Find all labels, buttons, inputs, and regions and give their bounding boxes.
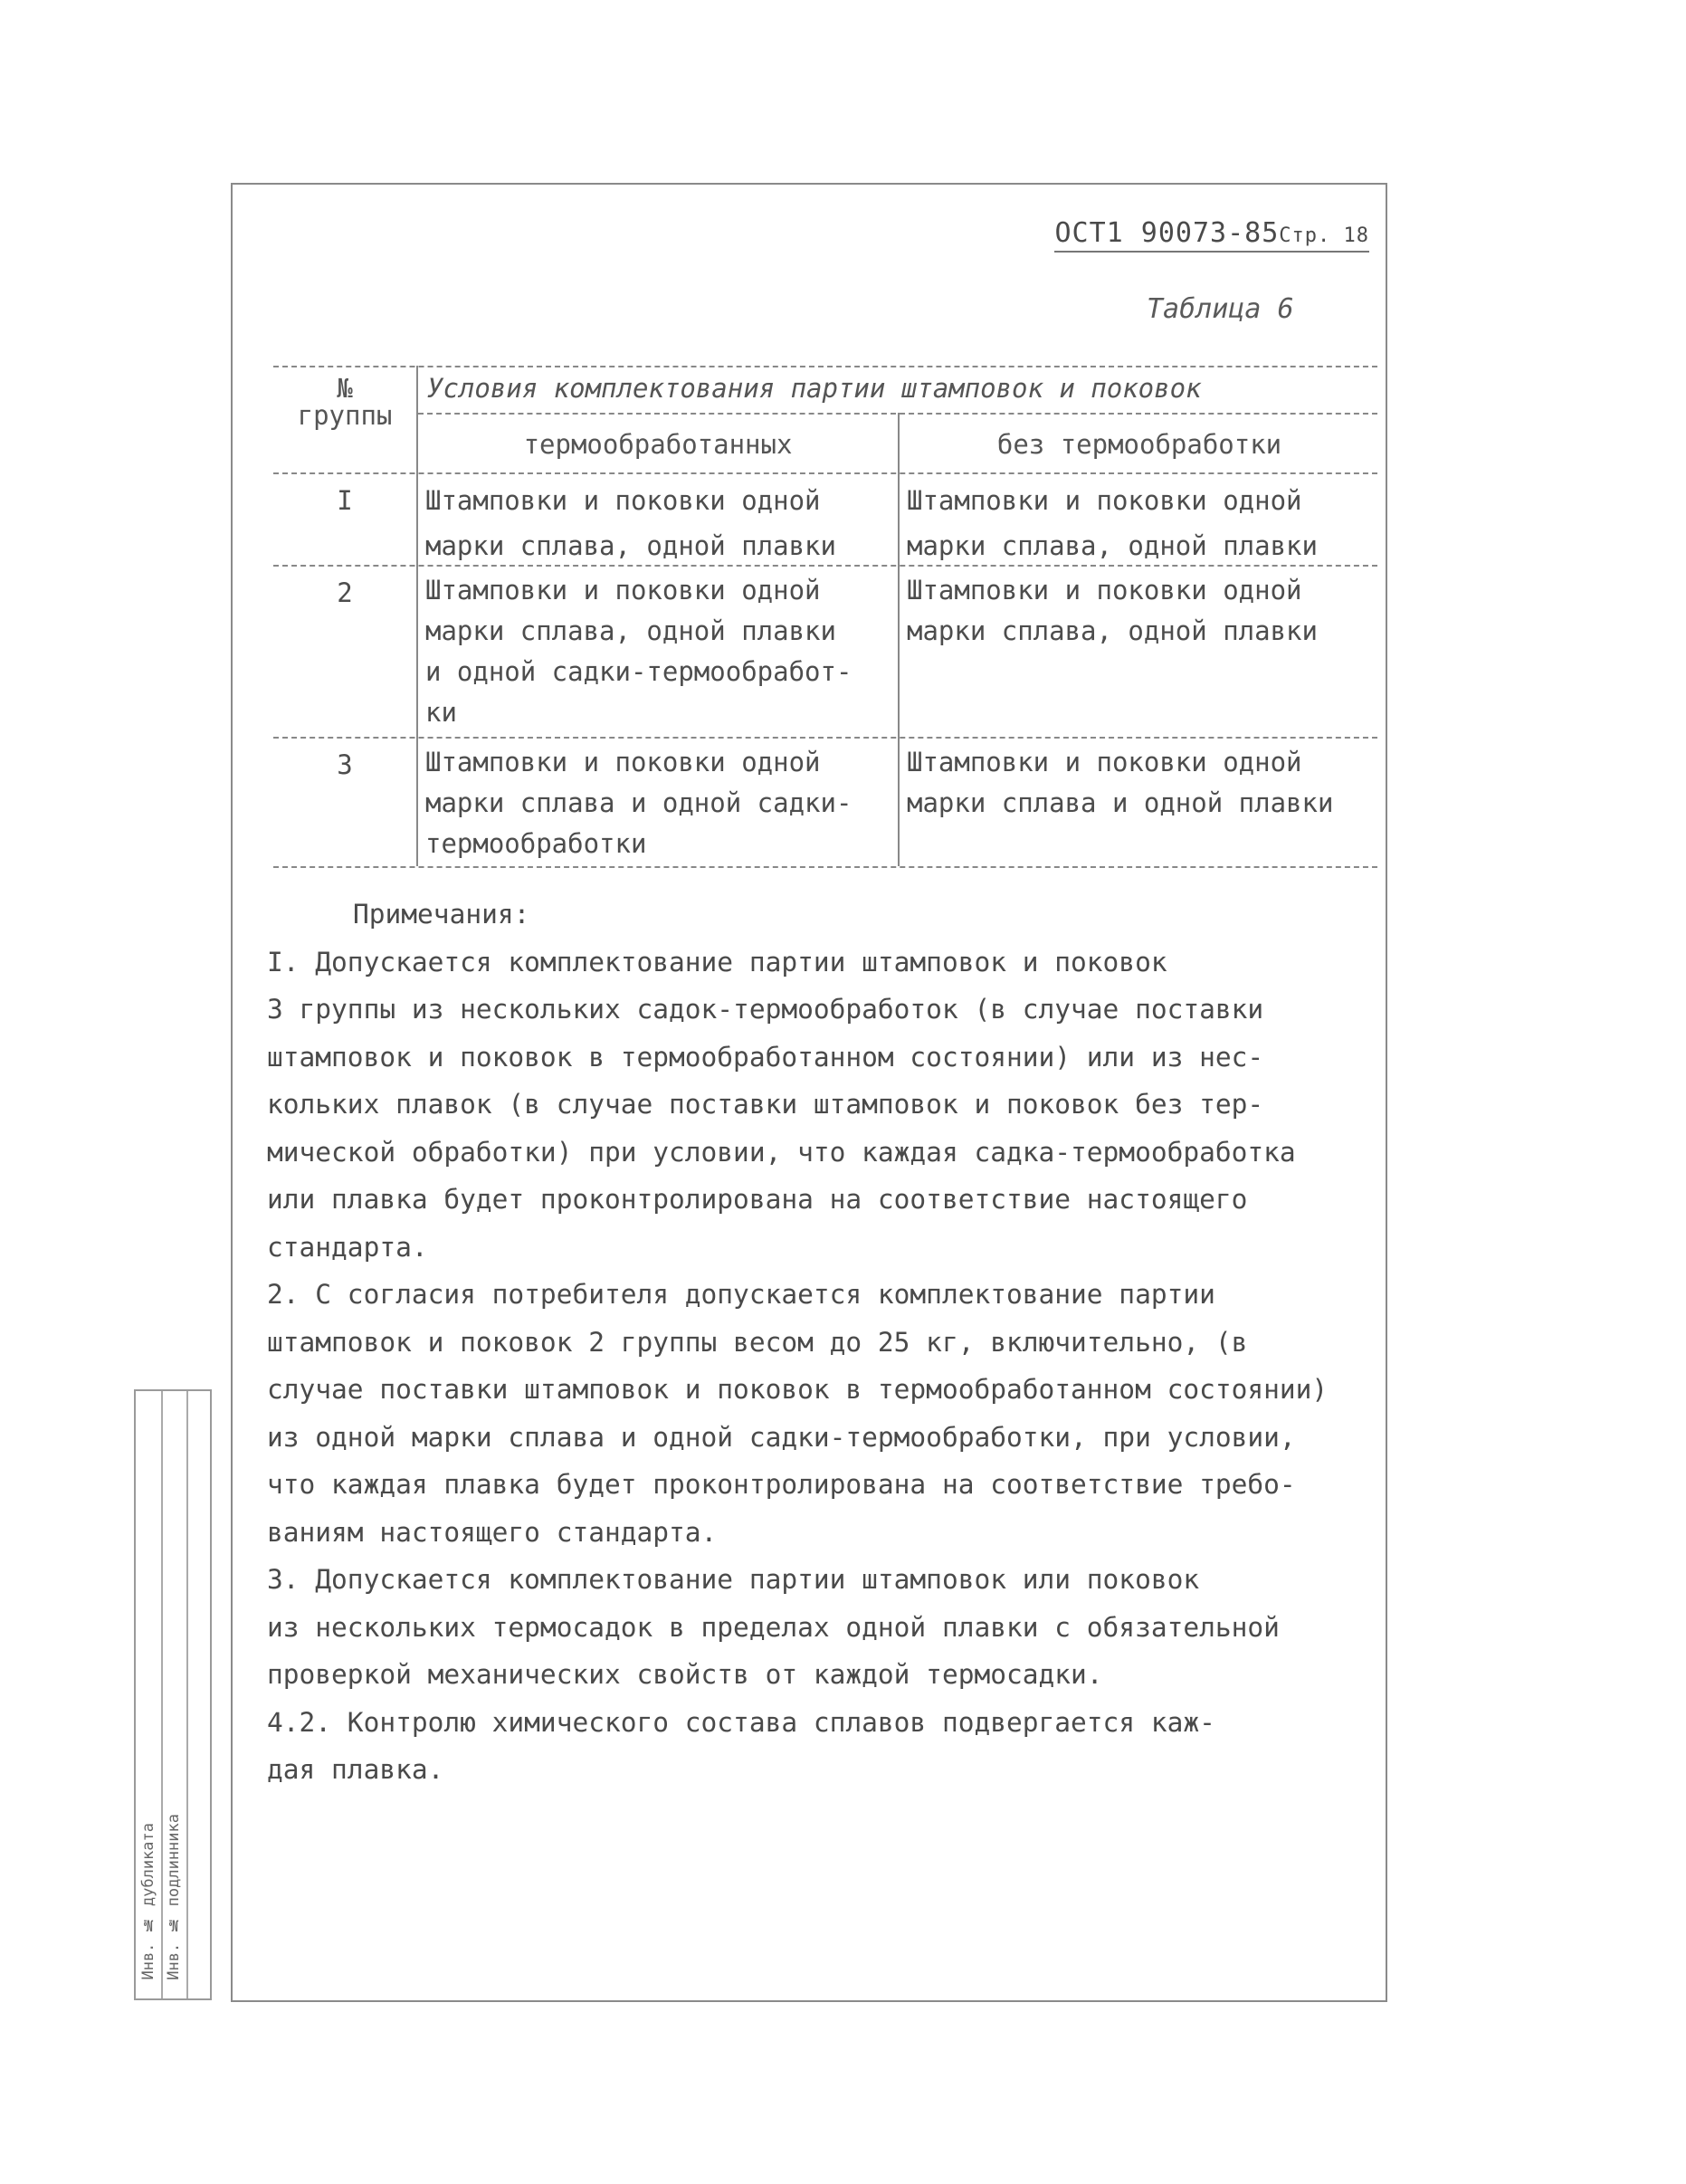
row2-heat: Штамповки и поковки одной марки сплава, одной плавки и одной садки-термообработ- ки [425, 575, 853, 728]
note-2: 2. С согласия потребителя допускается комплектование партии штамповок и поковок 2 группы весом до 25 кг, включительно, (в случае поставки штамповок и поковок в термообработанном состоянии) из одной марки сплава и одной садки-термообработки, при условии, что каждая плавка будет проконтролирована на соответствие требо- ваниям настоящего стандарта. [267, 1279, 1329, 1548]
header-no-heat: без термообработки [996, 429, 1282, 460]
row2-group: 2 [337, 577, 353, 608]
table-label: Таблица 6 [1147, 293, 1294, 325]
header-group: № группы [297, 373, 393, 431]
header-conditions: Условия комплектования партии штамповок и поковок [427, 373, 1202, 404]
notes-section [267, 891, 1371, 1794]
col-divider-2 [898, 413, 900, 866]
row3-noheat: Штамповки и поковки одной марки сплава и одной плавки [907, 747, 1334, 818]
document-code [1054, 217, 1369, 253]
row3-group: 3 [337, 749, 353, 780]
doc-code: ОСТ1 90073-85 [1054, 217, 1280, 249]
row3-heat: Штамповки и поковки одной марки сплава и одной садки- термообработки [425, 747, 853, 859]
row1-heat: Штамповки и поковки одной марки сплава, одной плавки [425, 485, 836, 561]
table-bottom-rule [273, 866, 1377, 868]
row2-noheat: Штамповки и поковки одной марки сплава, одной плавки [907, 575, 1318, 646]
notes-title: Примечания: [353, 899, 530, 930]
note-3: 3. Допускается комплектование партии штамповок или поковок из нескольких термосадок в пределах одной плавки с обязательной проверкой механических свойств от каждой термосадки. [267, 1564, 1280, 1690]
stamp-duplicate-inv: Инв. № дубликата [139, 1823, 157, 1980]
header-bottom-rule [273, 472, 1377, 474]
clause-4-2: 4.2. Контролю химического состава сплавов подвергается каж- дая плавка. [267, 1706, 1215, 1785]
page-frame [231, 183, 1387, 2002]
row1-group: I [337, 485, 353, 516]
page-number: Стр. 18 [1279, 224, 1369, 247]
stamp-divider-2 [186, 1391, 188, 1998]
table-top-rule [273, 366, 1377, 367]
stamp-original-inv: Инв. № подлинника [165, 1814, 183, 1980]
row2-bottom-rule [273, 737, 1377, 739]
note-1: I. Допускается комплектование партии штамповок и поковок 3 группы из нескольких садок-термообработок (в случае поставки штамповок и поковок в термообработанном состоянии) или из нес- кольких плавок (в случае поставки штамповок и поковок без тер- мической обработки) при условии, что каждая садка-термообработка или плавка будет проконтролирована на соответствие настоящего стандарта. [267, 946, 1296, 1263]
row1-noheat: Штамповки и поковки одной марки сплава, одной плавки [907, 485, 1318, 561]
margin-stamp [134, 1389, 212, 2000]
stamp-divider-1 [161, 1391, 163, 1998]
header-heat-treated: термообработанных [523, 429, 793, 460]
